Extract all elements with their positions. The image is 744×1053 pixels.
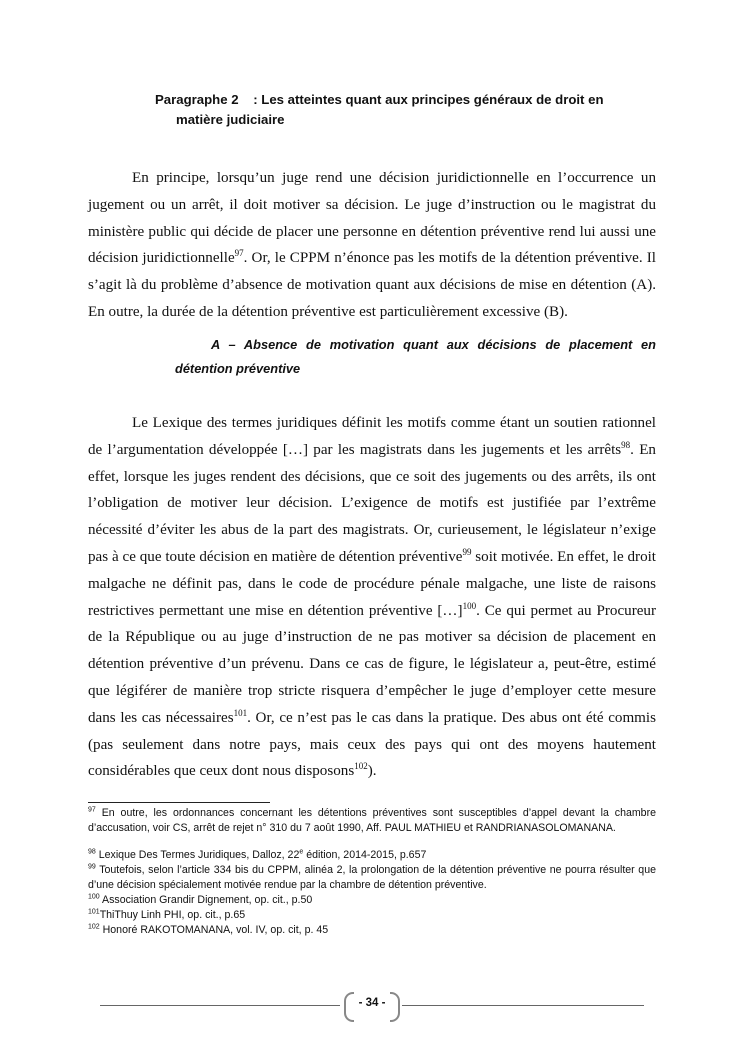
main-text-part3: soit motivée. En effet, le droit malgache ne définit pas, dans le code de procédure pénale malgache, une liste de raisons restrictives permettant une mise en détention préventive […]: [88, 548, 656, 619]
main-text-part1: Le Lexique des termes juridiques définit les motifs comme étant un soutien rationnel de l’argumentation développée […] par les magistrats dans les jugements et les arrêts: [88, 415, 656, 458]
footnote-number: 99: [88, 863, 96, 871]
subsection-heading-line1: A – Absence de motivation quant aux décisions de placement en: [211, 337, 656, 352]
footer-bracket-right: [390, 992, 400, 1022]
subsection-heading-line2: détention préventive: [175, 361, 301, 376]
footnote-ref-101: 101: [233, 707, 248, 718]
footnote-number: 98: [88, 848, 96, 856]
footnote-text: En outre, les ordonnances concernant les détentions préventives sont susceptibles d’appel devant la chambre d’accusation, voir CS, arrêt de rejet n° 310 du 7 août 1990, Aff. PAUL MATHIEU et RANDRIANASOLOMANANA.: [88, 807, 656, 834]
footnote-98: [88, 848, 656, 863]
footnote-number: 97: [88, 806, 96, 814]
page-number: - 34 -: [358, 997, 386, 1009]
footnote-102: [88, 923, 656, 938]
page-footer: [100, 990, 644, 1020]
footnote-text: ThiThuy Linh PHI, op. cit., p.65: [99, 909, 246, 921]
footnote-ref-97: 97: [234, 248, 244, 259]
footnotes: [88, 806, 656, 938]
intro-text-part2: . Or, le CPPM n’énonce pas les motifs de la détention préventive. Il s’agit là du problème d’absence de motivation quant aux décisions de mise en détention (A). En outre, la durée de la détention préventive est particulièrement excessive (B).: [88, 250, 657, 320]
footnote-separator: [88, 802, 270, 803]
intro-text-part1: En principe, lorsqu’un juge rend une décision juridictionnelle en l’occurrence un jugement ou un arrêt, il doit motiver sa décision. Le juge d’instruction ou le magistrat du ministère public qui décide de placer une personne en détention préventive rend lui aussi une décision juridictionnelle: [88, 170, 656, 267]
paragraph-heading-line1: Paragraphe 2 : Les atteintes quant aux principes généraux de droit en: [155, 92, 604, 107]
footnote-number: 100: [88, 893, 100, 901]
paragraph-heading-line2: matière judiciaire: [176, 112, 285, 127]
footnote-number: 101: [88, 908, 100, 916]
footnote-text: Lexique Des Termes Juridiques, Dalloz, 22: [95, 849, 300, 861]
footnote-ref-99: 99: [462, 546, 472, 557]
main-text-part2: . En effet, lorsque les juges rendent des décisions, que ce soit des jugements ou des arrêts, ils ont l’obligation de motiver leur décision. L’exigence de motifs est justifiée par l’extrême nécessité d’éviter les abus de la part des magistrats. Or, curieusement, le législateur n’exige pas à ce que toute décision en matière de détention préventive: [88, 441, 656, 565]
footnote-number: 102: [88, 923, 100, 931]
footer-rule-right: [402, 1005, 644, 1006]
main-text-part4: . Ce qui permet au Procureur de la République ou au juge d’instruction de ne pas motiver sa décision de placement en détention préventive d’un prévenu. Dans ce cas de figure, le législateur a, peut-être, estimé que légiférer de manière trop stricte risquera d’empêcher le juge d’employer cette mesure dans les cas nécessaires: [88, 602, 657, 726]
footnote-ref-100: 100: [462, 600, 477, 611]
main-paragraph: [88, 410, 656, 785]
intro-paragraph-text: [88, 165, 656, 326]
footnote-ref-98: 98: [621, 439, 631, 450]
footnote-101: [88, 908, 656, 923]
footnote-99: [88, 863, 656, 893]
footnote-text: Honoré RAKOTOMANANA, vol. IV, op. cit, p. 45: [99, 924, 329, 936]
main-paragraph-text: [88, 410, 656, 785]
footnote-text: Toutefois, selon l’article 334 bis du CPPM, alinéa 2, la prolongation de la détention préventive ne pourra résulter que d’une décision spécialement motivée rendue par la chambre de détention préventive.: [88, 864, 656, 891]
footnote-text: édition, 2014-2015, p.657: [303, 849, 427, 861]
paragraph-heading: [155, 90, 665, 130]
main-text-part6: ).: [367, 763, 377, 780]
subsection-heading: [175, 333, 656, 381]
footer-rule-left: [100, 1005, 340, 1006]
footnote-97: [88, 806, 656, 836]
footnote-ref-102: 102: [354, 761, 368, 772]
intro-paragraph: [88, 165, 656, 326]
main-text-part5: . Or, ce n’est pas le cas dans la pratique. Des abus ont été commis (pas seulement dans notre pays, mais ceux des pays qui ont des moyens hautement considérables que ceux dont nous disposons: [88, 709, 656, 780]
edition-superscript: e: [299, 848, 304, 856]
footnote-text: Association Grandir Dignement, op. cit., p.50: [99, 894, 313, 906]
footnote-100: [88, 893, 656, 908]
